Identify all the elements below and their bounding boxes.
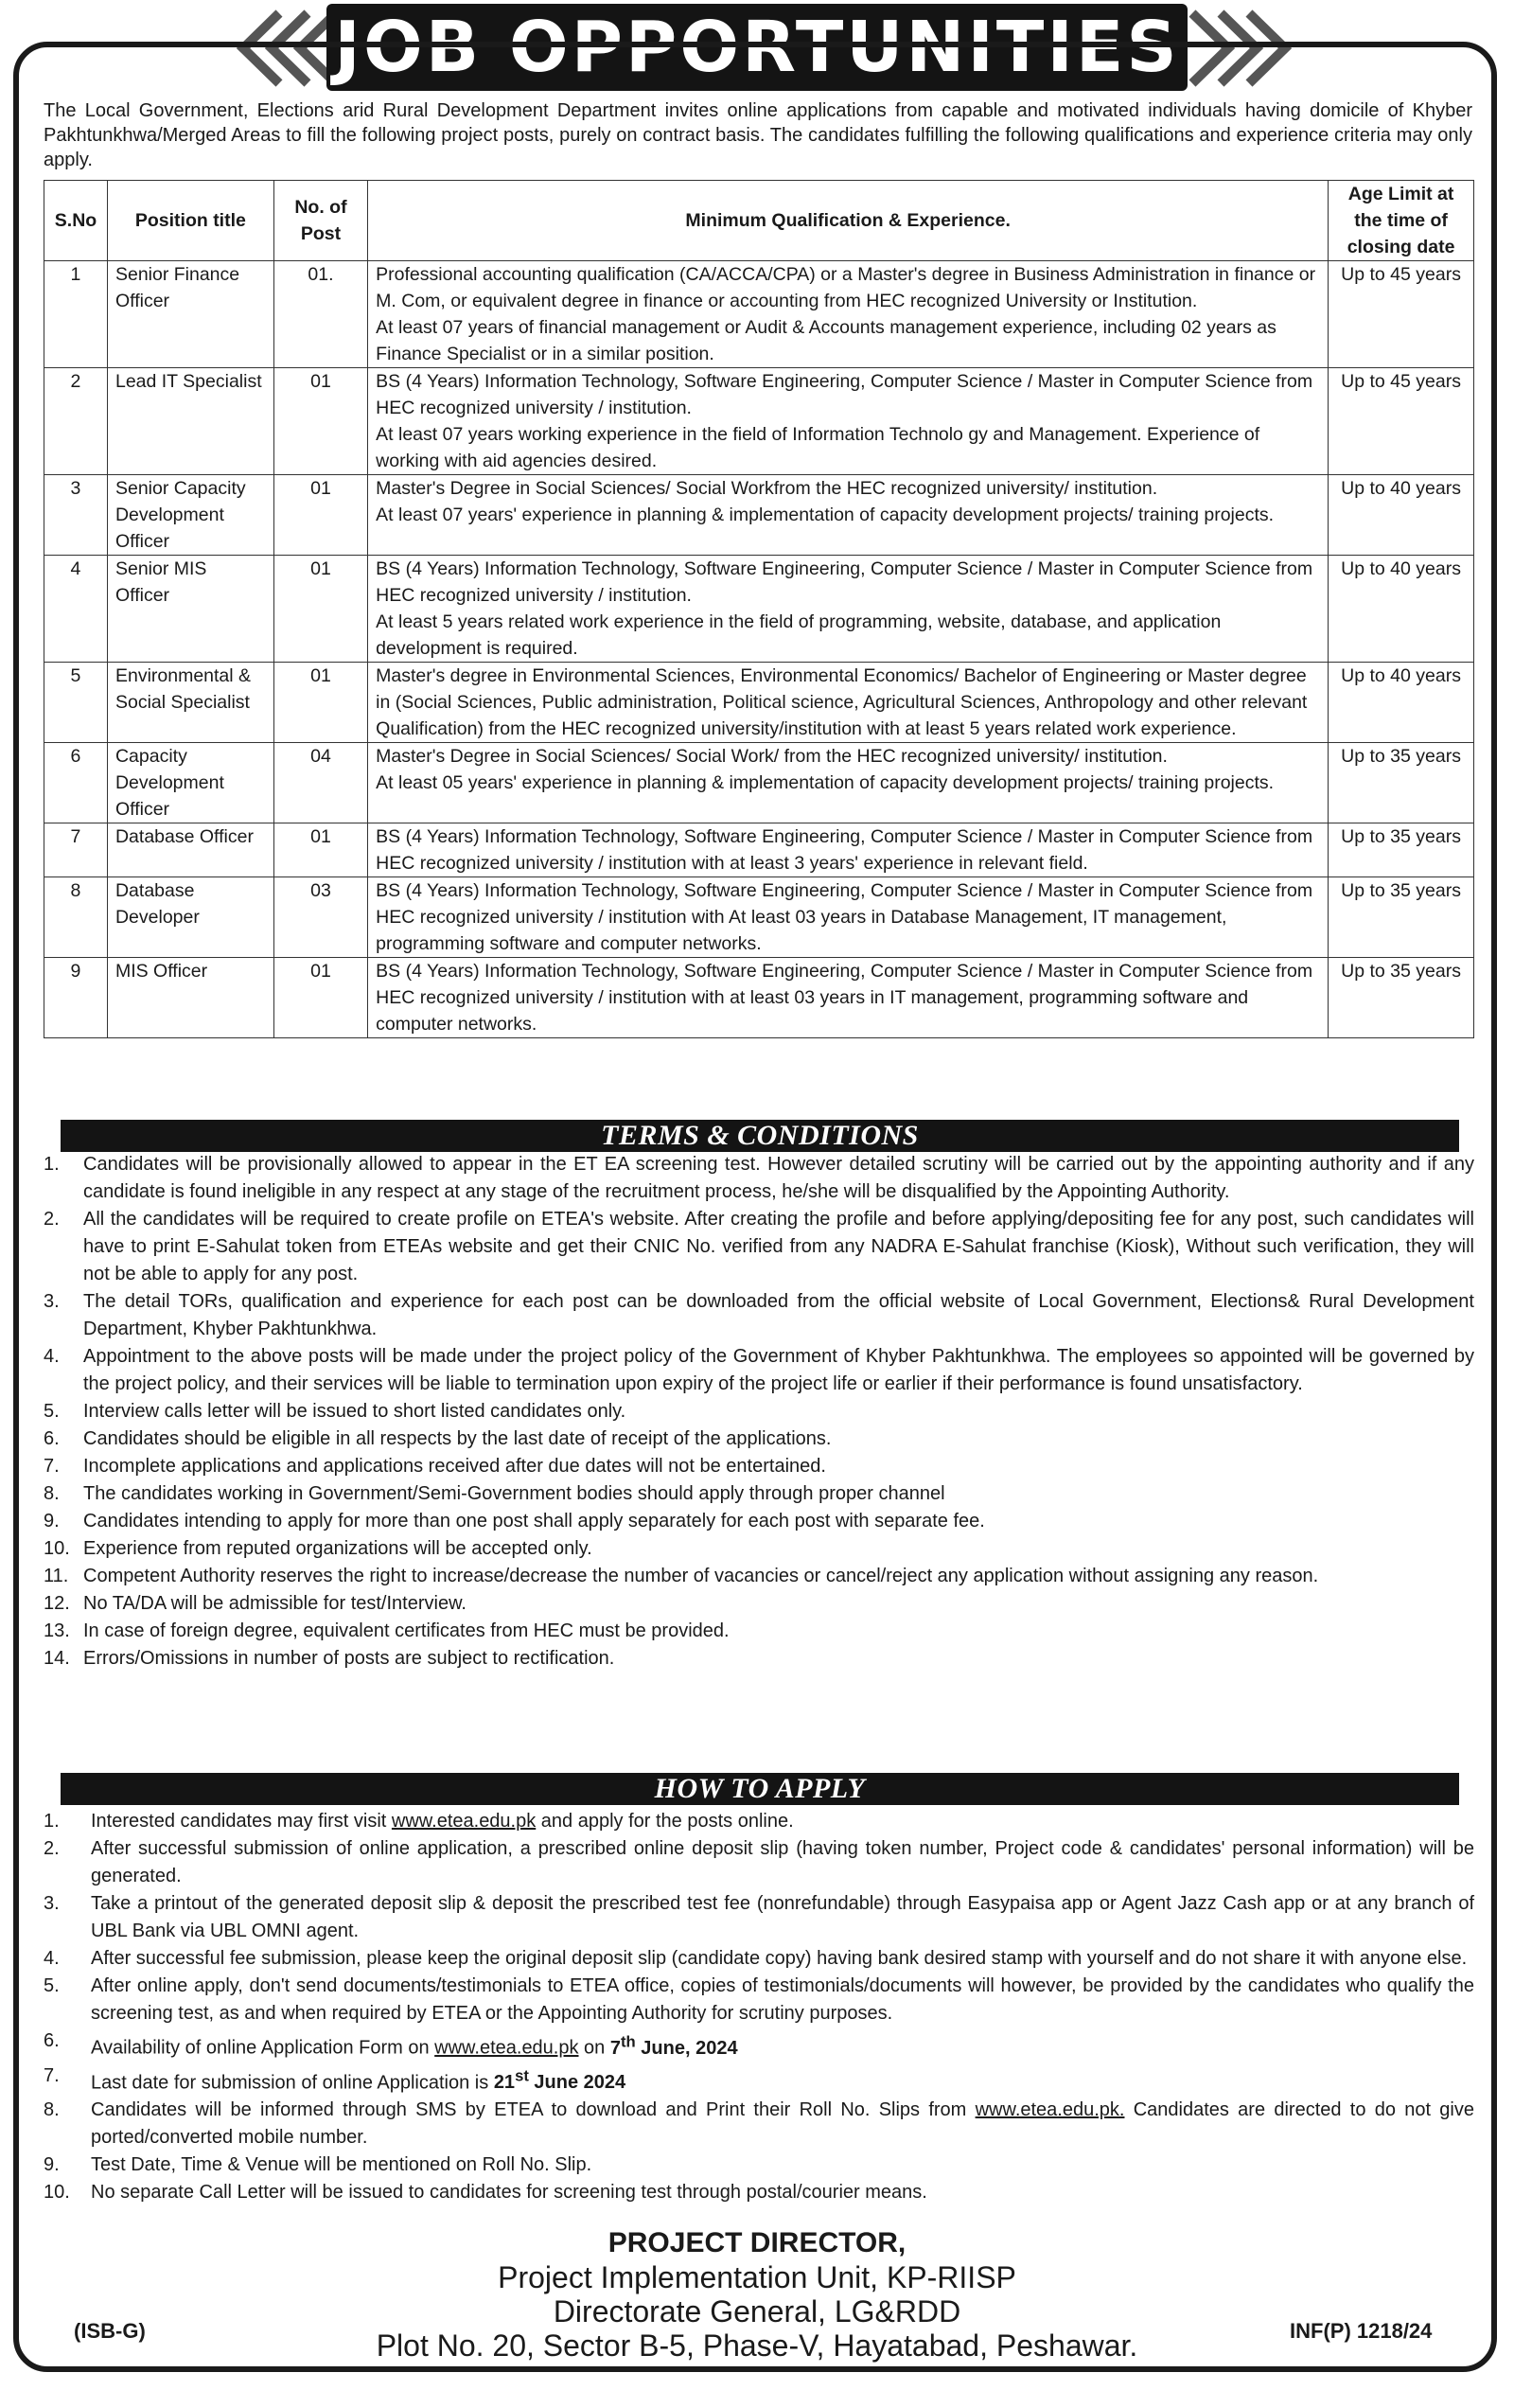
item-text: Interview calls letter will be issued to short listed candidates only.: [83, 1401, 626, 1422]
item-number: 7.: [44, 1456, 60, 1477]
item-number: 6.: [44, 2030, 60, 2051]
item-text: Take a printout of the generated deposit slip & deposit the prescribed test fee (nonrefundable) through Easypaisa app or Agent Jazz Cash app or at any branch of UBL Bank via UBL OMNI agent.: [91, 1893, 1474, 1941]
item-text: All the candidates will be required to create profile on ETEA's website. After creating the profile and before applying/depositing fee for any post, such candidates will have to print E-Sahulat token from ETEAs website and get their CNIC No. verified from any NADRA E-Sahulat franchise (Kiosk), Without such verification, they will not be able to apply for any post.: [83, 1209, 1474, 1284]
item-text: No separate Call Letter will be issued to candidates for screening test through postal/courier means.: [91, 2182, 927, 2204]
item-number: 5.: [44, 1401, 60, 1422]
item-text: After successful submission of online application, a prescribed online deposit slip (having token number, Project code & candidates' personal information) will be generated.: [91, 1838, 1474, 1886]
page-title: JOB OPPORTUNITIES: [334, 7, 1180, 88]
cell-position: Database Developer: [107, 877, 273, 958]
table-row: [44, 261, 1474, 368]
item-number: 2.: [44, 1209, 60, 1230]
item-number: 8.: [44, 2099, 60, 2121]
item-number: 9.: [44, 2154, 60, 2176]
item-text: After successful fee submission, please keep the original deposit slip (candidate copy) having bank desired stamp with yourself and do not share it with anyone else.: [91, 1948, 1468, 1969]
list-item: [44, 1808, 1474, 1835]
qualification-text: BS (4 Years) Information Technology, Software Engineering, Computer Science / Master in Computer Science from HEC recognized university / institution with at least 03 years in IT management, programming software and computer networks.: [376, 961, 1313, 1035]
cell-sno: 7: [44, 823, 108, 877]
item-text: [91, 2097, 1474, 2151]
terms-heading-bar: [61, 1120, 1459, 1152]
cell-posts: 01: [273, 368, 367, 475]
text-span: Interested candidates may first visit: [91, 1811, 392, 1832]
cell-position: Capacity Development Officer: [107, 743, 273, 823]
list-item: [44, 1618, 1474, 1645]
text-span: Availability of online Application Form on: [91, 2037, 435, 2059]
date-day: 7: [609, 2037, 621, 2059]
item-number: 14.: [44, 1648, 70, 1669]
etea-website-link[interactable]: www.etea.edu.pk.: [975, 2099, 1125, 2121]
table-row: [44, 743, 1474, 823]
cell-sno: 9: [44, 958, 108, 1038]
cell-posts: 01: [273, 823, 367, 877]
list-item: [44, 1973, 1474, 2027]
list-item: [44, 2097, 1474, 2151]
experience-text: At least 07 years' experience in planning & implementation of capacity development projects/ training projects.: [376, 505, 1275, 525]
table-header-row: [44, 181, 1474, 261]
availability-date: [609, 2032, 738, 2059]
cell-qualification: [368, 823, 1329, 877]
header-posts: No. of Post: [273, 181, 367, 261]
signatory-unit: Project Implementation Unit, KP-RIISP: [498, 2260, 1016, 2294]
cell-qualification: [368, 556, 1329, 663]
terms-list: [44, 1151, 1474, 1673]
table-row: [44, 556, 1474, 663]
cell-position: Senior Capacity Development Officer: [107, 475, 273, 556]
list-item: [44, 1590, 1474, 1618]
list-item: [44, 1835, 1474, 1890]
item-text: The candidates working in Government/Semi-Government bodies should apply through proper channel: [83, 1483, 945, 1504]
cell-age: Up to 35 years: [1329, 877, 1474, 958]
cell-sno: 8: [44, 877, 108, 958]
cell-sno: 3: [44, 475, 108, 556]
qualification-text: Master's Degree in Social Sciences/ Social Work/ from the HEC recognized university/ institution.: [376, 746, 1168, 767]
cell-position: MIS Officer: [107, 958, 273, 1038]
list-item: [44, 2179, 1474, 2206]
list-item: [44, 1425, 1474, 1453]
signatory-title: PROJECT DIRECTOR,: [607, 2227, 907, 2258]
item-number: 1.: [44, 1811, 60, 1832]
list-item: [44, 1645, 1474, 1673]
table-row: [44, 877, 1474, 958]
cell-position: Database Officer: [107, 823, 273, 877]
item-number: 8.: [44, 1483, 60, 1504]
cell-posts: 03: [273, 877, 367, 958]
item-number: 1.: [44, 1154, 60, 1175]
cell-position: Senior MIS Officer: [107, 556, 273, 663]
apply-list: [44, 1808, 1474, 2206]
item-number: 6.: [44, 1428, 60, 1449]
text-span: Candidates are directed to do not give ported/converted mobile number.: [91, 2099, 1474, 2149]
date-rest: June 2024: [528, 2072, 626, 2094]
cell-qualification: [368, 663, 1329, 743]
list-item: [44, 1945, 1474, 1973]
item-text: Test Date, Time & Venue will be mentioned on Roll No. Slip.: [91, 2154, 592, 2176]
list-item: [44, 1151, 1474, 1206]
date-suffix: th: [620, 2032, 636, 2050]
signature-block: [0, 2226, 1514, 2363]
item-number: 3.: [44, 1893, 60, 1914]
table-row: [44, 663, 1474, 743]
qualification-text: BS (4 Years) Information Technology, Software Engineering, Computer Science / Master in Computer Science from HEC recognized university / institution with at least 3 years' experience in relevant field.: [376, 826, 1313, 874]
signatory-address: Plot No. 20, Sector B-5, Phase-V, Hayatabad, Peshawar.: [376, 2328, 1138, 2363]
inf-code: INF(P) 1218/24: [1290, 2319, 1433, 2343]
list-item: [44, 1453, 1474, 1480]
item-number: 5.: [44, 1975, 60, 1996]
terms-heading: TERMS & CONDITIONS: [601, 1120, 919, 1151]
item-text: The detail TORs, qualification and experience for each post can be downloaded from the official website of Local Government, Elections& Rural Development Department, Khyber Pakhtunkhwa.: [83, 1291, 1474, 1339]
header-qualification: Minimum Qualification & Experience.: [368, 181, 1329, 261]
table-row: [44, 368, 1474, 475]
item-text: Appointment to the above posts will be made under the project policy of the Government of Khyber Pakhtunkhwa. The employees so appointed will be governed by the project policy, and their services will be liable to termination upon expiry of the project life or earlier if their performance is found unsatisfactory.: [83, 1346, 1474, 1394]
cell-sno: 4: [44, 556, 108, 663]
header-sno: S.No: [44, 181, 108, 261]
header-position: Position title: [107, 181, 273, 261]
qualification-text: Master's degree in Environmental Sciences, Environmental Economics/ Bachelor of Engineering or Master degree in (Social Sciences, Public administration, Political science, Agricultural Sciences, Anthropology and other relevant Qualification) from the HEC recognized university/institution with at least 5 years related work experience.: [376, 665, 1308, 739]
cell-qualification: [368, 743, 1329, 823]
qualification-text: Professional accounting qualification (CA/ACCA/CPA) or a Master's degree in Business Administration in finance or M. Com, or equivalent degree in finance or accounting from HEC recognized University or Institution.: [376, 264, 1316, 311]
item-number: 12.: [44, 1593, 70, 1614]
table-row: [44, 958, 1474, 1038]
apply-heading-bar: [61, 1773, 1459, 1805]
cell-posts: 04: [273, 743, 367, 823]
list-item: [44, 1563, 1474, 1590]
item-number: 2.: [44, 1838, 60, 1859]
cell-sno: 2: [44, 368, 108, 475]
list-item: [44, 1343, 1474, 1398]
isb-code: (ISB-G): [74, 2319, 146, 2343]
header-age: Age Limit at the time of closing date: [1329, 181, 1474, 261]
qualification-text: BS (4 Years) Information Technology, Software Engineering, Computer Science / Master in Computer Science from HEC recognized university / institution with At least 03 years in Database Management, IT management, programming software and computer networks.: [376, 880, 1313, 954]
cell-sno: 5: [44, 663, 108, 743]
list-item: [44, 1398, 1474, 1425]
cell-qualification: [368, 877, 1329, 958]
cell-qualification: [368, 368, 1329, 475]
list-item: [44, 2063, 1474, 2098]
intro-paragraph: The Local Government, Elections arid Rural Development Department invites online applications from capable and motivated individuals having domicile of Khyber Pakhtunkhwa/Merged Areas to fill the following project posts, purely on contract basis. The candidates fulfilling the following qualifications and experience criteria may only apply.: [44, 100, 1472, 170]
last-date: [493, 2066, 626, 2094]
item-text: After online apply, don't send documents/testimonials to ETEA office, copies of testimonials/documents will however, be provided by the candidates who qualify the screening test, as and when required by ETEA or the Appointing Authority for scrutiny purposes.: [91, 1975, 1474, 2024]
cell-age: Up to 35 years: [1329, 823, 1474, 877]
item-text: Candidates intending to apply for more than one post shall apply separately for each post with separate fee.: [83, 1511, 985, 1532]
cell-posts: 01: [273, 958, 367, 1038]
item-number: 13.: [44, 1620, 70, 1641]
cell-age: Up to 45 years: [1329, 261, 1474, 368]
experience-text: At least 07 years of financial management or Audit & Accounts management experience, including 02 years as Finance Specialist or in a similar position.: [376, 317, 1276, 364]
item-number: 10.: [44, 1538, 70, 1559]
cell-age: Up to 40 years: [1329, 556, 1474, 663]
date-day: 21: [493, 2072, 516, 2094]
cell-position: Senior Finance Officer: [107, 261, 273, 368]
qualification-text: Master's Degree in Social Sciences/ Social Workfrom the HEC recognized university/ institution.: [376, 478, 1158, 499]
etea-website-link[interactable]: www.etea.edu.pk: [434, 2037, 579, 2059]
list-item: [44, 2027, 1474, 2063]
list-item: [44, 1890, 1474, 1945]
item-text: [91, 2063, 1474, 2098]
item-text: [91, 1808, 1474, 1835]
qualification-text: BS (4 Years) Information Technology, Software Engineering, Computer Science / Master in Computer Science from HEC recognized university / institution.: [376, 558, 1313, 606]
text-span: and apply for the posts online.: [536, 1811, 794, 1832]
item-number: 10.: [44, 2182, 70, 2204]
item-text: No TA/DA will be admissible for test/Interview.: [83, 1593, 467, 1614]
text-span: Candidates will be informed through SMS by ETEA to download and Print their Roll No. Slips from: [91, 2099, 976, 2121]
etea-website-link[interactable]: www.etea.edu.pk: [391, 1811, 537, 1832]
text-span: Last date for submission of online Application is: [91, 2072, 494, 2094]
date-suffix: st: [515, 2066, 529, 2085]
cell-qualification: [368, 475, 1329, 556]
experience-text: At least 07 years working experience in the field of Information Technolo gy and Management. Experience of working with aid agencies desired.: [376, 424, 1260, 471]
cell-posts: 01: [273, 556, 367, 663]
cell-posts: 01: [273, 663, 367, 743]
cell-position: Environmental & Social Specialist: [107, 663, 273, 743]
item-number: 9.: [44, 1511, 60, 1532]
list-item: [44, 1480, 1474, 1508]
qualification-text: BS (4 Years) Information Technology, Software Engineering, Computer Science / Master in Computer Science from HEC recognized university / institution.: [376, 371, 1313, 418]
item-text: Competent Authority reserves the right to increase/decrease the number of vacancies or cancel/reject any application without assigning any reason.: [83, 1566, 1319, 1586]
list-item: [44, 1288, 1474, 1343]
table-row: [44, 475, 1474, 556]
experience-text: At least 5 years related work experience in the field of programming, website, database, and application development is required.: [376, 611, 1222, 659]
list-item: [44, 2151, 1474, 2179]
item-text: Experience from reputed organizations will be accepted only.: [83, 1538, 592, 1559]
cell-age: Up to 45 years: [1329, 368, 1474, 475]
item-number: 4.: [44, 1346, 60, 1367]
cell-qualification: [368, 958, 1329, 1038]
item-number: 4.: [44, 1948, 60, 1969]
cell-posts: 01: [273, 475, 367, 556]
jobs-table: [44, 180, 1474, 1038]
cell-age: Up to 40 years: [1329, 663, 1474, 743]
list-item: [44, 1535, 1474, 1563]
list-item: [44, 1206, 1474, 1288]
item-text: Candidates should be eligible in all respects by the last date of receipt of the applications.: [83, 1428, 832, 1449]
cell-age: Up to 35 years: [1329, 958, 1474, 1038]
item-number: 3.: [44, 1291, 60, 1312]
item-text: [91, 2027, 1474, 2063]
apply-heading: HOW TO APPLY: [654, 1773, 866, 1804]
cell-age: Up to 40 years: [1329, 475, 1474, 556]
cell-sno: 6: [44, 743, 108, 823]
cell-position: Lead IT Specialist: [107, 368, 273, 475]
item-text: In case of foreign degree, equivalent certificates from HEC must be provided.: [83, 1620, 730, 1641]
date-rest: June, 2024: [635, 2037, 738, 2059]
cell-qualification: [368, 261, 1329, 368]
item-number: 11.: [44, 1566, 69, 1586]
cell-posts: 01.: [273, 261, 367, 368]
cell-sno: 1: [44, 261, 108, 368]
item-number: 7.: [44, 2064, 60, 2086]
item-text: Incomplete applications and applications received after due dates will not be entertained.: [83, 1456, 826, 1477]
table-row: [44, 823, 1474, 877]
item-text: Candidates will be provisionally allowed to appear in the ET EA screening test. However detailed scrutiny will be carried out by the appointing authority and if any candidate is found ineligible in any respect at any stage of the recruitment process, he/she will be disqualified by the Appointing Authority.: [83, 1154, 1474, 1202]
signatory-directorate: Directorate General, LG&RDD: [553, 2294, 961, 2328]
text-span: on: [578, 2037, 610, 2059]
cell-age: Up to 35 years: [1329, 743, 1474, 823]
item-text: Errors/Omissions in number of posts are subject to rectification.: [83, 1648, 615, 1669]
experience-text: At least 05 years' experience in planning & implementation of capacity development projects/ training projects.: [376, 772, 1275, 793]
list-item: [44, 1508, 1474, 1535]
